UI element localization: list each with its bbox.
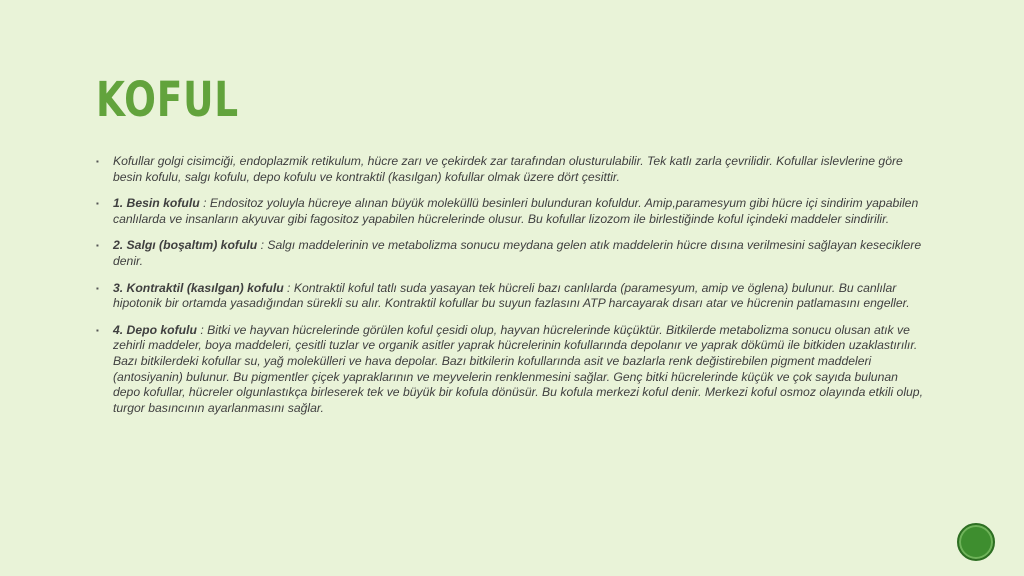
item-term: 4. Depo kofulu	[113, 322, 201, 337]
bullet-icon: ▪	[96, 157, 99, 166]
item-text: : Kontraktil koful tatlı suda yasayan tek hücreli bazı canlılarda (paramesyum, amip ve öglena) bulunur. Bu canlılar hipotonik bir ortamda yasadığından sürekli su alır. Kontraktil kofullar bu suyun fazlasını ATP harcayarak dısarı atar ve hücrenin patlamasını engeller.	[113, 280, 910, 311]
list-item	[96, 154, 926, 185]
list-item	[96, 281, 926, 312]
bullet-icon: ▪	[96, 325, 99, 335]
list-item	[96, 196, 926, 227]
list-item	[96, 323, 926, 417]
decorative-circle-icon	[957, 523, 995, 561]
item-term: 2. Salgı (boşaltım) kofulu	[113, 238, 261, 253]
item-term: 1. Besin kofulu	[113, 196, 204, 211]
list-item	[96, 238, 926, 269]
item-text: : Bitki ve hayvan hücrelerinde görülen koful çesidi olup, hayvan hücrelerinde küçüktür. Bitkilerde metabolizma sonucu olusan atık ve zehirli maddeler, boya maddeleri, çesitli tuzlar ve organik asitler yaprak hücrelerinin kofullarında depolanır ve yaprak dökümü ile bitkiden uzaklastırılır. Bazı bitkilerdeki kofullar su, yağ molekülleri ve hava depolar. Bazı bitkilerin kofullarında asit ve bazlarla renk değistirebilen pigment maddeleri (antosiyanin) bulunur. Bu pigmentler çiçek yapraklarının ve meyvelerin renklenmesini sağlar. Genç bitki hücrelerinde küçük ve çok sayıda bulunan depo kofullar, hücreler olgunlastıkça birleserek tek ve büyük bir kofula dönüsür. Bu kofula merkezi koful denir. Merkezi koful osmoz olayında etkili olup, turgor basıncının ayarlanmasını sağlar.	[113, 322, 923, 415]
bullet-icon: ▪	[96, 199, 99, 209]
item-term: 3. Kontraktil (kasılgan) kofulu	[113, 280, 288, 295]
item-text: : Endositoz yoluyla hücreye alınan büyük moleküllü besinleri bulunduran kofuldur. Amip,paramesyum gibi hücre içi sindirim yapabilen canlılarda ve insanların akyuvar gibi fagositoz yapabilen hücrelerinde olusur. Bu kofullar lizozom ile birlestiğinde koful içindeki maddeler sindirilir.	[113, 196, 919, 226]
bullet-icon: ▪	[96, 241, 99, 251]
slide-title: KOFUL	[96, 72, 239, 128]
bullet-icon: ▪	[96, 283, 99, 293]
item-text: : Salgı maddelerinin ve metabolizma sonucu meydana gelen atık maddelerin hücre dısına verilmesini sağlayan keseciklere denir.	[113, 238, 922, 268]
bullet-list	[96, 154, 926, 427]
item-text: Kofullar golgi cisimciği, endoplazmik retikulum, hücre zarı ve çekirdek zar tarafından olusturulabilir. Tek katlı zarla çevrilidir. Kofullar islevlerine göre besin kofulu, salgı kofulu, depo kofulu ve kontraktil (kasılgan) kofullar olmak üzere dört çesittir.	[113, 154, 903, 184]
